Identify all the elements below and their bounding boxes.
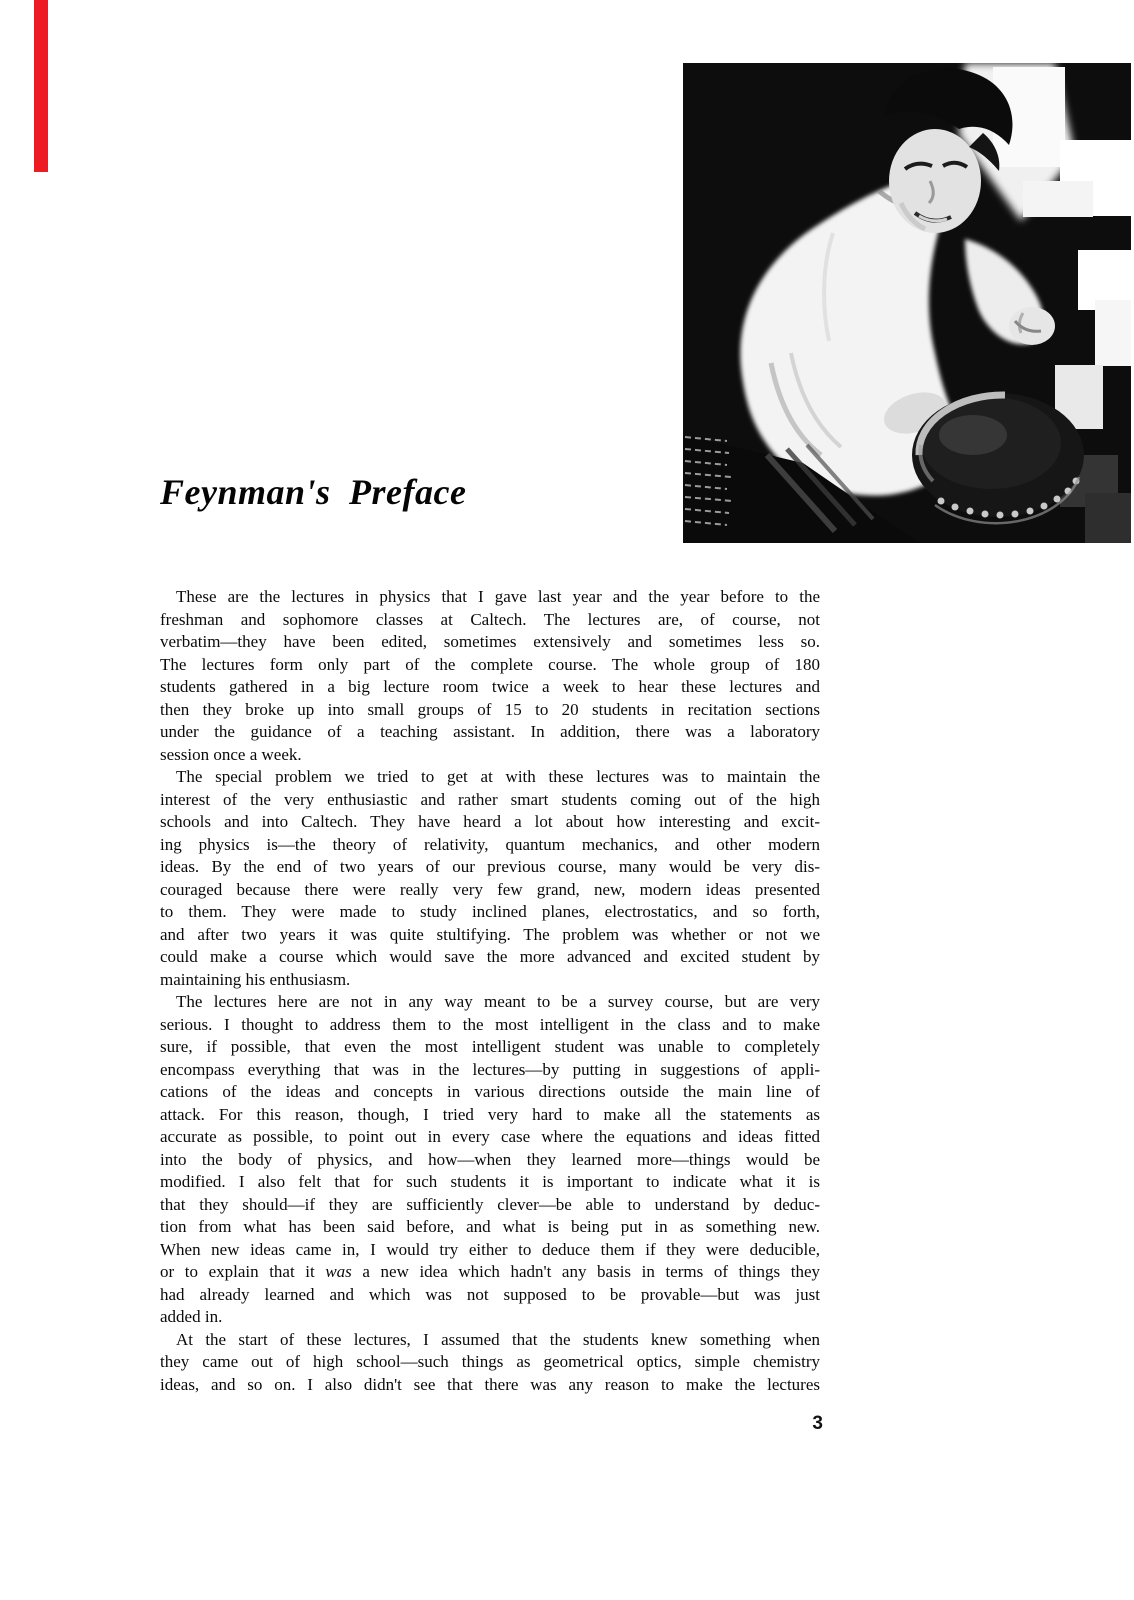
text-line: schools and into Caltech. They have heard a lot about how interesting and excit-	[160, 812, 820, 831]
preface-text	[160, 586, 820, 1396]
text-line: serious. I thought to address them to the most intelligent in the class and to make	[160, 1014, 820, 1034]
text-line: could make a course which would save the more advanced and excited student by	[160, 947, 820, 966]
page-number: 3	[812, 1413, 823, 1434]
text-line: The lectures here are not in any way meant to be a survey course, but are very	[176, 992, 820, 1011]
text-line: interest of the very enthusiastic and rather smart students coming out of the high	[160, 789, 820, 809]
text-line: students gathered in a big lecture room twice a week to hear these lectures and	[160, 677, 820, 696]
text-line: freshman and sophomore classes at Caltech. The lectures are, of course, not	[160, 609, 820, 629]
text-line: maintaining his enthusiasm.	[160, 969, 351, 989]
text-line: verbatim—they have been edited, sometimes extensively and sometimes less so.	[160, 632, 820, 651]
text-line: that they should—if they are sufficiently clever—be able to understand by deduc-	[160, 1194, 820, 1214]
text-line: couraged because there were really very few grand, new, modern ideas presented	[160, 879, 820, 899]
text-line: accurate as possible, to point out in every case where the equations and ideas fitted	[160, 1127, 820, 1146]
text-line: into the body of physics, and how—when they learned more—things would be	[160, 1149, 820, 1169]
face	[889, 129, 981, 233]
text-line: encompass everything that was in the lectures—by putting in suggestions of appli-	[160, 1059, 820, 1079]
text-line: or to explain that it was a new idea which hadn't any basis in terms of things they	[160, 1262, 820, 1281]
text-line: ideas. By the end of two years of our previous course, many would be very dis-	[160, 857, 820, 876]
text-line: These are the lectures in physics that I gave last year and the year before to the	[176, 587, 820, 606]
text-line: tion from what has been said before, and what is being put in as something new.	[160, 1217, 820, 1236]
fist	[1009, 307, 1055, 345]
text-line: The lectures form only part of the complete course. The whole group of 180	[160, 654, 820, 674]
text-line: The special problem we tried to get at with these lectures was to maintain the	[176, 767, 820, 786]
text-line: At the start of these lectures, I assumed that the students knew something when	[176, 1329, 820, 1349]
text-line: modified. I also felt that for such students it is important to indicate what it is	[160, 1172, 820, 1191]
text-line: they came out of high school—such things as geometrical optics, simple chemistry	[160, 1352, 820, 1371]
feynman-bongo-photo	[683, 63, 1131, 543]
text-line: attack. For this reason, though, I tried very hard to make all the statements as	[160, 1104, 820, 1124]
text-line: added in.	[160, 1307, 223, 1326]
text-line: ing physics is—the theory of relativity, quantum mechanics, and other modern	[160, 834, 820, 854]
text-line: then they broke up into small groups of 15 to 20 students in recitation sections	[160, 699, 820, 719]
text-line: session once a week.	[160, 744, 302, 764]
red-bookmark-bar	[34, 0, 48, 172]
text-line: sure, if possible, that even the most intelligent student was unable to completely	[160, 1037, 820, 1056]
text-line: and after two years it was quite stultifying. The problem was whether or not we	[160, 924, 820, 944]
text-line: cations of the ideas and concepts in various directions outside the main line of	[160, 1082, 820, 1101]
text-line: ideas, and so on. I also didn't see that there was any reason to make the lectures	[160, 1374, 820, 1394]
text-line: When new ideas came in, I would try either to deduce them if they were deducible,	[160, 1239, 820, 1259]
text-line: under the guidance of a teaching assistant. In addition, there was a laboratory	[160, 722, 820, 741]
page-title: Feynman's Preface	[160, 472, 467, 512]
text-line: to them. They were made to study inclined planes, electrostatics, and so forth,	[160, 902, 820, 921]
text-line: had already learned and which was not supposed to be provable—but was just	[160, 1284, 820, 1304]
